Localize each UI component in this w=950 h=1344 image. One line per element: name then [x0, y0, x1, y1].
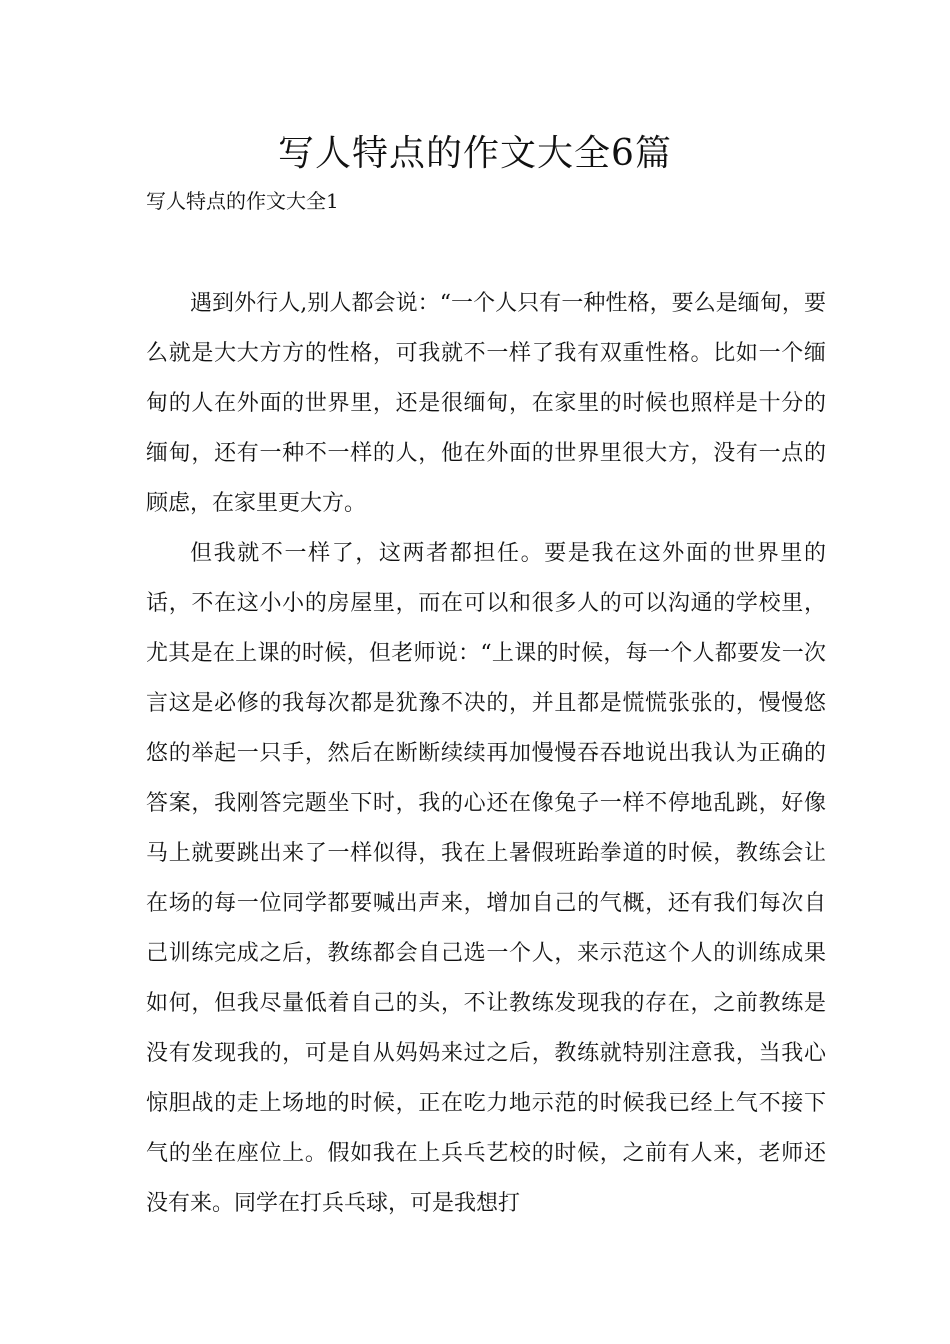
section-heading: 写人特点的作文大全1 — [146, 189, 339, 213]
document-title: 写人特点的作文大全6篇 — [278, 133, 672, 174]
body-paragraph-1: 遇到外行人,别人都会说：“一个人只有一种性格，要么是缅甸，要么就是大大方方的性格，可我就不一样了我有双重性格。比如一个缅甸的人在外面的世界里，还是很缅甸，在家里的时候也照样是十分的缅甸，还有一种不一样的人，他在外面的世界里很大方，没有一点的顾虑，在家里更大方。 — [146, 291, 826, 516]
body-paragraph-2: 但我就不一样了，这两者都担任。要是我在这外面的世界里的话，不在这小小的房屋里，而在可以和很多人的可以沟通的学校里，尤其是在上课的时候，但老师说：“上课的时候，每一个人都要发一次言这是必修的我每次都是犹豫不决的，并且都是慌慌张张的，慢慢悠悠的举起一只手，然后在断断续续再加慢慢吞吞地说出我认为正确的答案，我刚答完题坐下时，我的心还在像兔子一样不停地乱跳，好像马上就要跳出来了一样似得，我在上暑假班跆拳道的时候，教练会让在场的每一位同学都要喊出声来，增加自己的气概，还有我们每次自己训练完成之后，教练都会自己选一个人，来示范这个人的训练成果如何，但我尽量低着自己的头，不让教练发现我的存在，之前教练是没有发现我的，可是自从妈妈来过之后，教练就特别注意我，当我心惊胆战的走上场地的时候，正在吃力地示范的时候我已经上气不接下气的坐在座位上。假如我在上兵乓艺校的时候，之前有人来，老师还没有来。同学在打兵乓球，可是我想打 — [146, 541, 826, 1216]
document-body — [146, 279, 826, 1229]
